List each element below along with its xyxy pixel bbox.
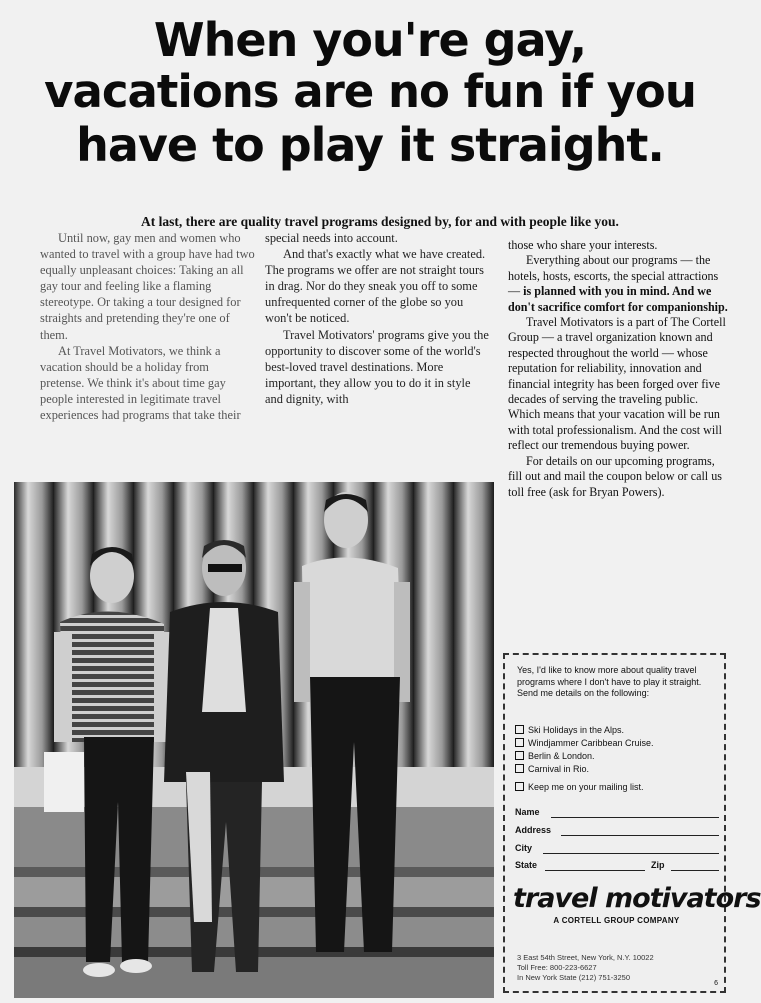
field-label: Name [515,807,540,817]
logo-subtitle: A CORTELL GROUP COMPANY [553,916,680,925]
coupon-option-windjammer[interactable] [515,738,654,749]
headline-line-3: have to play it straight. [76,118,664,172]
travel-motivators-logo [513,883,761,925]
toll-free-number: Toll Free: 800-223-6627 [517,963,597,972]
field-line [543,853,719,854]
body-text: Everything about our programs — the hotels, hosts, escorts, the special attractions — [508,253,719,299]
coupon-intro: Yes, I'd like to know more about quality travel programs where I don't have to play it straight. Send me details on the following: [517,665,702,698]
body-column-2 [265,230,490,407]
option-label: Berlin & London. [528,751,595,761]
option-label: Keep me on your mailing list. [528,782,644,792]
coupon-option-mailing-list[interactable] [515,782,644,793]
field-line [561,835,719,836]
coupon-option-berlin[interactable] [515,751,595,762]
photo-three-men-on-steps [14,482,494,998]
page-number: 6 [714,980,718,987]
field-line [545,870,645,871]
headline-line-1: When you're gay, [153,13,587,67]
body-paragraph: Travel Motivators is a part of The Cortell Group — a travel organization known and respected throughout the world — whose reputation for reliability, innovation and financial integrity has been forged over five decades of serving the traveling public. Which means that your vacation will be run with total professionalism. And the cost will reflect our tremendous buying power. [508,315,726,453]
body-column-3 [508,238,730,500]
company-address [517,953,717,983]
field-label: Zip [651,860,665,870]
option-label: Carnival in Rio. [528,764,590,774]
body-paragraph: Until now, gay men and women who wanted to travel with a group have had two equally unpleasant choices: Taking an all gay tour and feeling like a flaming stereotype. Or taking a tour designed for straights and pretending they're one of them. [40,231,255,342]
body-paragraph: special needs into account. [265,231,398,245]
coupon-option-rio[interactable] [515,764,589,775]
street-address: 3 East 54th Street, New York, N.Y. 10022 [517,953,654,962]
coupon-state-zip-field[interactable] [515,860,715,870]
field-line [671,870,719,871]
body-paragraph: Travel Motivators' programs give you the opportunity to discover some of the world's best-loved travel destinations. More important, they allow you to do it in style and dignity, with [265,327,489,406]
checkbox-icon[interactable] [515,764,524,773]
checkbox-icon[interactable] [515,738,524,747]
body-paragraph [508,253,730,315]
option-label: Ski Holidays in the Alps. [528,725,625,735]
headline [20,14,720,172]
mail-in-coupon [503,653,761,993]
field-label: Address [515,825,552,835]
coupon-option-ski[interactable] [515,725,624,736]
checkbox-icon[interactable] [515,725,524,734]
subheadline: At last, there are quality travel programs designed by, for and with people like you. [141,214,619,229]
checkbox-icon[interactable] [515,751,524,760]
logo-wordmark: travel motivators [513,883,761,914]
body-paragraph: those who share your interests. [508,238,658,252]
coupon-city-field[interactable] [515,843,532,853]
photo-illustration [14,482,494,998]
body-column-1 [40,230,255,423]
option-label: Windjammer Caribbean Cruise. [528,738,654,748]
ny-phone-number: In New York State (212) 751-3250 [517,973,630,982]
body-paragraph: For details on our upcoming programs, fill out and mail the coupon below or call us toll free (ask for Bryan Powers). [508,453,722,499]
coupon-name-field[interactable] [515,807,540,817]
field-label: State [515,860,538,870]
checkbox-icon[interactable] [515,782,524,791]
field-line [551,817,719,818]
headline-line-2: vacations are no fun if you [44,65,696,118]
field-label: City [515,843,533,853]
coupon-address-field[interactable] [515,825,551,835]
body-paragraph: At Travel Motivators, we think a vacation should be a holiday from pretense. We think it's about time gay people interested in legitimate travel experiences had programs that take their [40,343,241,423]
body-paragraph: And that's exactly what we have created. The programs we offer are not straight tours in drag. Nor do they sneak you off to some unfrequented corner of the globe so you won't be noticed. [265,247,486,326]
body-text-bold: is planned with you in mind. And we don't sacrifice comfort for companionship. [508,284,728,314]
